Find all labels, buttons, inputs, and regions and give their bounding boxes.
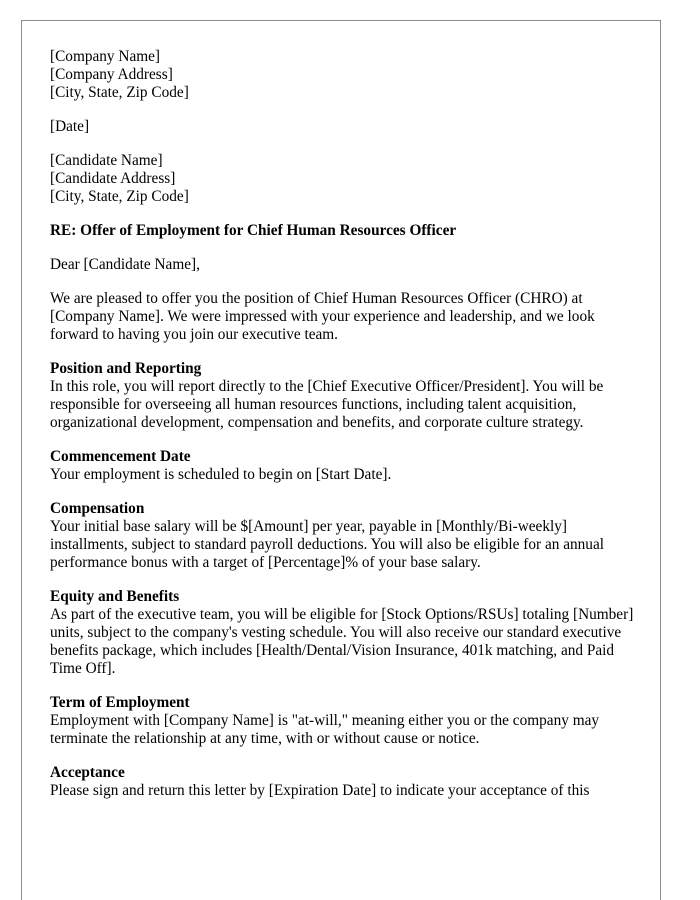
section-heading: Equity and Benefits — [50, 588, 180, 605]
recipient-city-state-zip: [City, State, Zip Code] — [50, 188, 189, 205]
recipient-name: [Candidate Name] — [50, 152, 163, 169]
letter-content — [50, 48, 640, 800]
section-acceptance — [50, 764, 640, 800]
section-term-of-employment — [50, 694, 640, 748]
intro-paragraph — [50, 290, 640, 344]
section-compensation — [50, 500, 640, 572]
section-body: Your employment is scheduled to begin on [Start Date]. — [50, 466, 392, 483]
intro-text: We are pleased to offer you the position of Chief Human Resources Officer (CHRO) at [Company Name]. We were impressed with your experience and leadership, and we look forward to having you join our executive team. — [50, 290, 595, 343]
section-body: Please sign and return this letter by [Expiration Date] to indicate your acceptance of this — [50, 782, 590, 799]
recipient-address: [Candidate Address] — [50, 170, 176, 187]
sender-address-block — [50, 48, 640, 102]
section-body: In this role, you will report directly to the [Chief Executive Officer/President]. You will be responsible for overseeing all human resources functions, including talent acquisition, organizational development, compensation and benefits, and corporate culture strategy. — [50, 378, 604, 431]
letter-salutation: Dear [Candidate Name], — [50, 256, 200, 273]
section-heading: Position and Reporting — [50, 360, 202, 377]
letter-subject: RE: Offer of Employment for Chief Human Resources Officer — [50, 222, 457, 239]
section-body: Employment with [Company Name] is "at-will," meaning either you or the company may terminate the relationship at any time, with or without cause or notice. — [50, 712, 600, 747]
section-commencement-date — [50, 448, 640, 484]
section-body: Your initial base salary will be $[Amount] per year, payable in [Monthly/Bi-weekly] installments, subject to standard payroll deductions. You will also be eligible for an annual performance bonus with a target of [Percentage]% of your base salary. — [50, 518, 604, 571]
section-heading: Term of Employment — [50, 694, 190, 711]
letter-page — [21, 20, 661, 900]
sender-company-name: [Company Name] — [50, 48, 161, 65]
recipient-address-block — [50, 152, 640, 206]
section-equity-benefits — [50, 588, 640, 678]
date-line — [50, 118, 640, 136]
section-heading: Commencement Date — [50, 448, 191, 465]
sender-company-address: [Company Address] — [50, 66, 173, 83]
letter-date: [Date] — [50, 118, 90, 135]
section-heading: Compensation — [50, 500, 145, 517]
section-body: As part of the executive team, you will be eligible for [Stock Options/RSUs] totaling [Number] units, subject to the company's vesting schedule. You will also receive our standard executive benefits package, which includes [Health/Dental/Vision Insurance, 401k matching, and Paid Time Off]. — [50, 606, 634, 677]
salutation-line — [50, 256, 640, 274]
section-heading: Acceptance — [50, 764, 125, 781]
section-position-reporting — [50, 360, 640, 432]
sender-city-state-zip: [City, State, Zip Code] — [50, 84, 189, 101]
subject-line — [50, 222, 640, 240]
